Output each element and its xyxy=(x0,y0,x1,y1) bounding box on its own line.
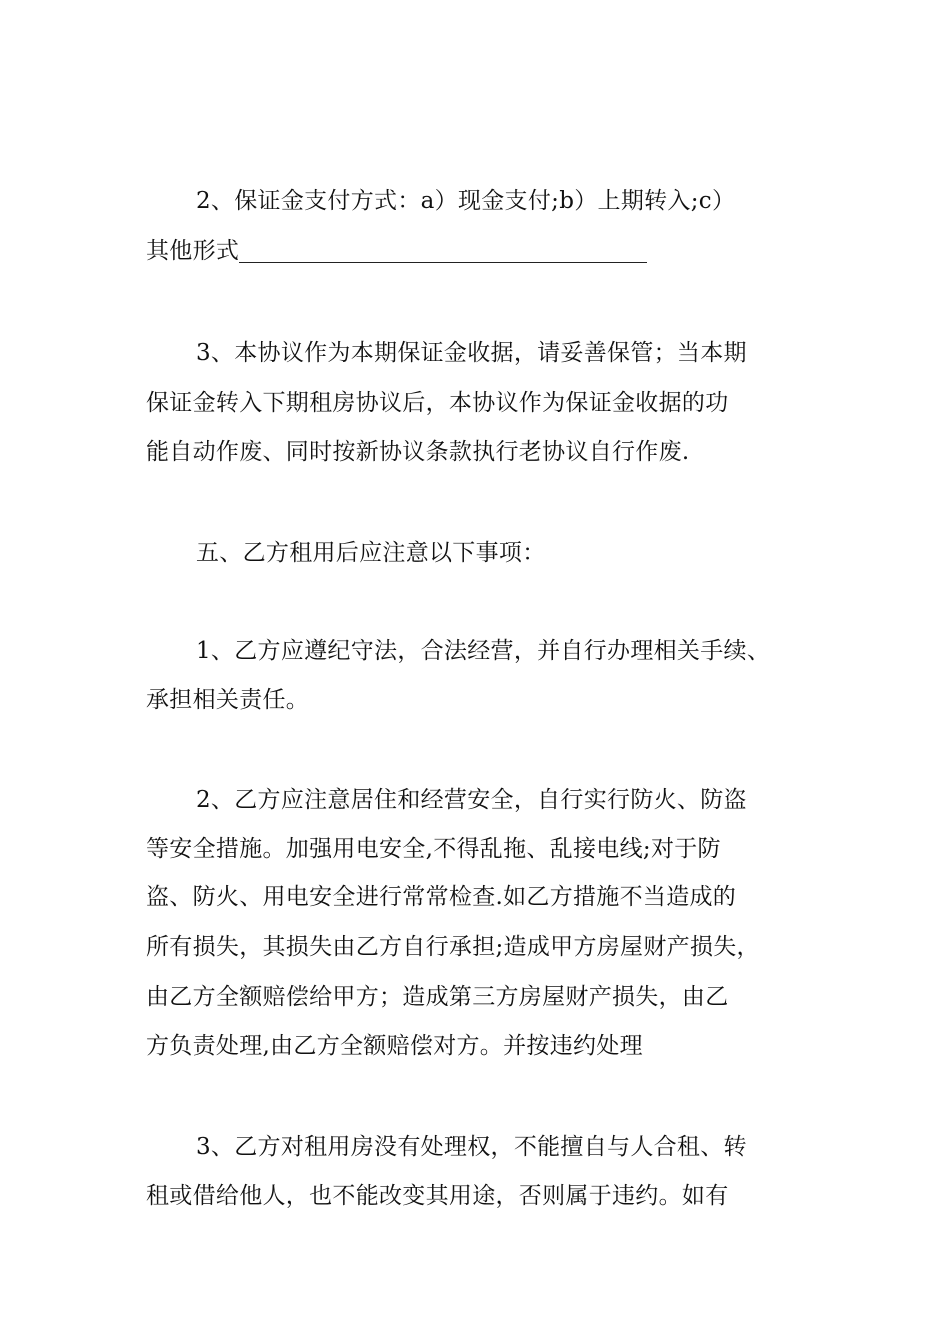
section-5-heading: 五、乙方租用后应注意以下事项： xyxy=(196,540,546,566)
item-2-line-3: 盗、防火、用电安全进行常常检查.如乙方措施不当造成的 xyxy=(146,884,737,910)
item-3-line-2: 租或借给他人，也不能改变其用途，否则属于违约。如有 xyxy=(146,1183,729,1209)
item-2-line-6: 方负责处理,由乙方全额赔偿对方。并按违约处理 xyxy=(146,1033,643,1059)
item-2-line-1: 2、乙方应注意居住和经营安全，自行实行防火、防盗 xyxy=(196,787,747,813)
fill-in-blank xyxy=(239,236,647,263)
item-3-line-1: 3、乙方对租用房没有处理权，不能擅自与人合租、转 xyxy=(196,1134,747,1160)
item-2-line-5: 由乙方全额赔偿给甲方；造成第三方房屋财产损失，由乙 xyxy=(146,984,729,1010)
clause-3-line-1: 3、本协议作为本期保证金收据，请妥善保管；当本期 xyxy=(196,340,747,366)
item-2-line-4: 所有损失，其损失由乙方自行承担;造成甲方房屋财产损失， xyxy=(146,934,760,960)
item-2-line-2: 等安全措施。加强用电安全,不得乱拖、乱接电线;对于防 xyxy=(146,836,721,862)
item-1-line-2: 承担相关责任。 xyxy=(146,687,310,713)
clause-3-line-2: 保证金转入下期租房协议后，本协议作为保证金收据的功 xyxy=(146,390,729,416)
other-form-label: 其他形式 xyxy=(146,238,240,264)
clause-2-line-1: 2、保证金支付方式：a）现金支付;b）上期转入;c） xyxy=(196,188,736,214)
item-1-line-1: 1、乙方应遵纪守法，合法经营，并自行办理相关手续、 xyxy=(196,638,771,664)
clause-3-line-3: 能自动作废、同时按新协议条款执行老协议自行作废. xyxy=(146,439,690,465)
clause-2-line-2 xyxy=(146,236,647,266)
